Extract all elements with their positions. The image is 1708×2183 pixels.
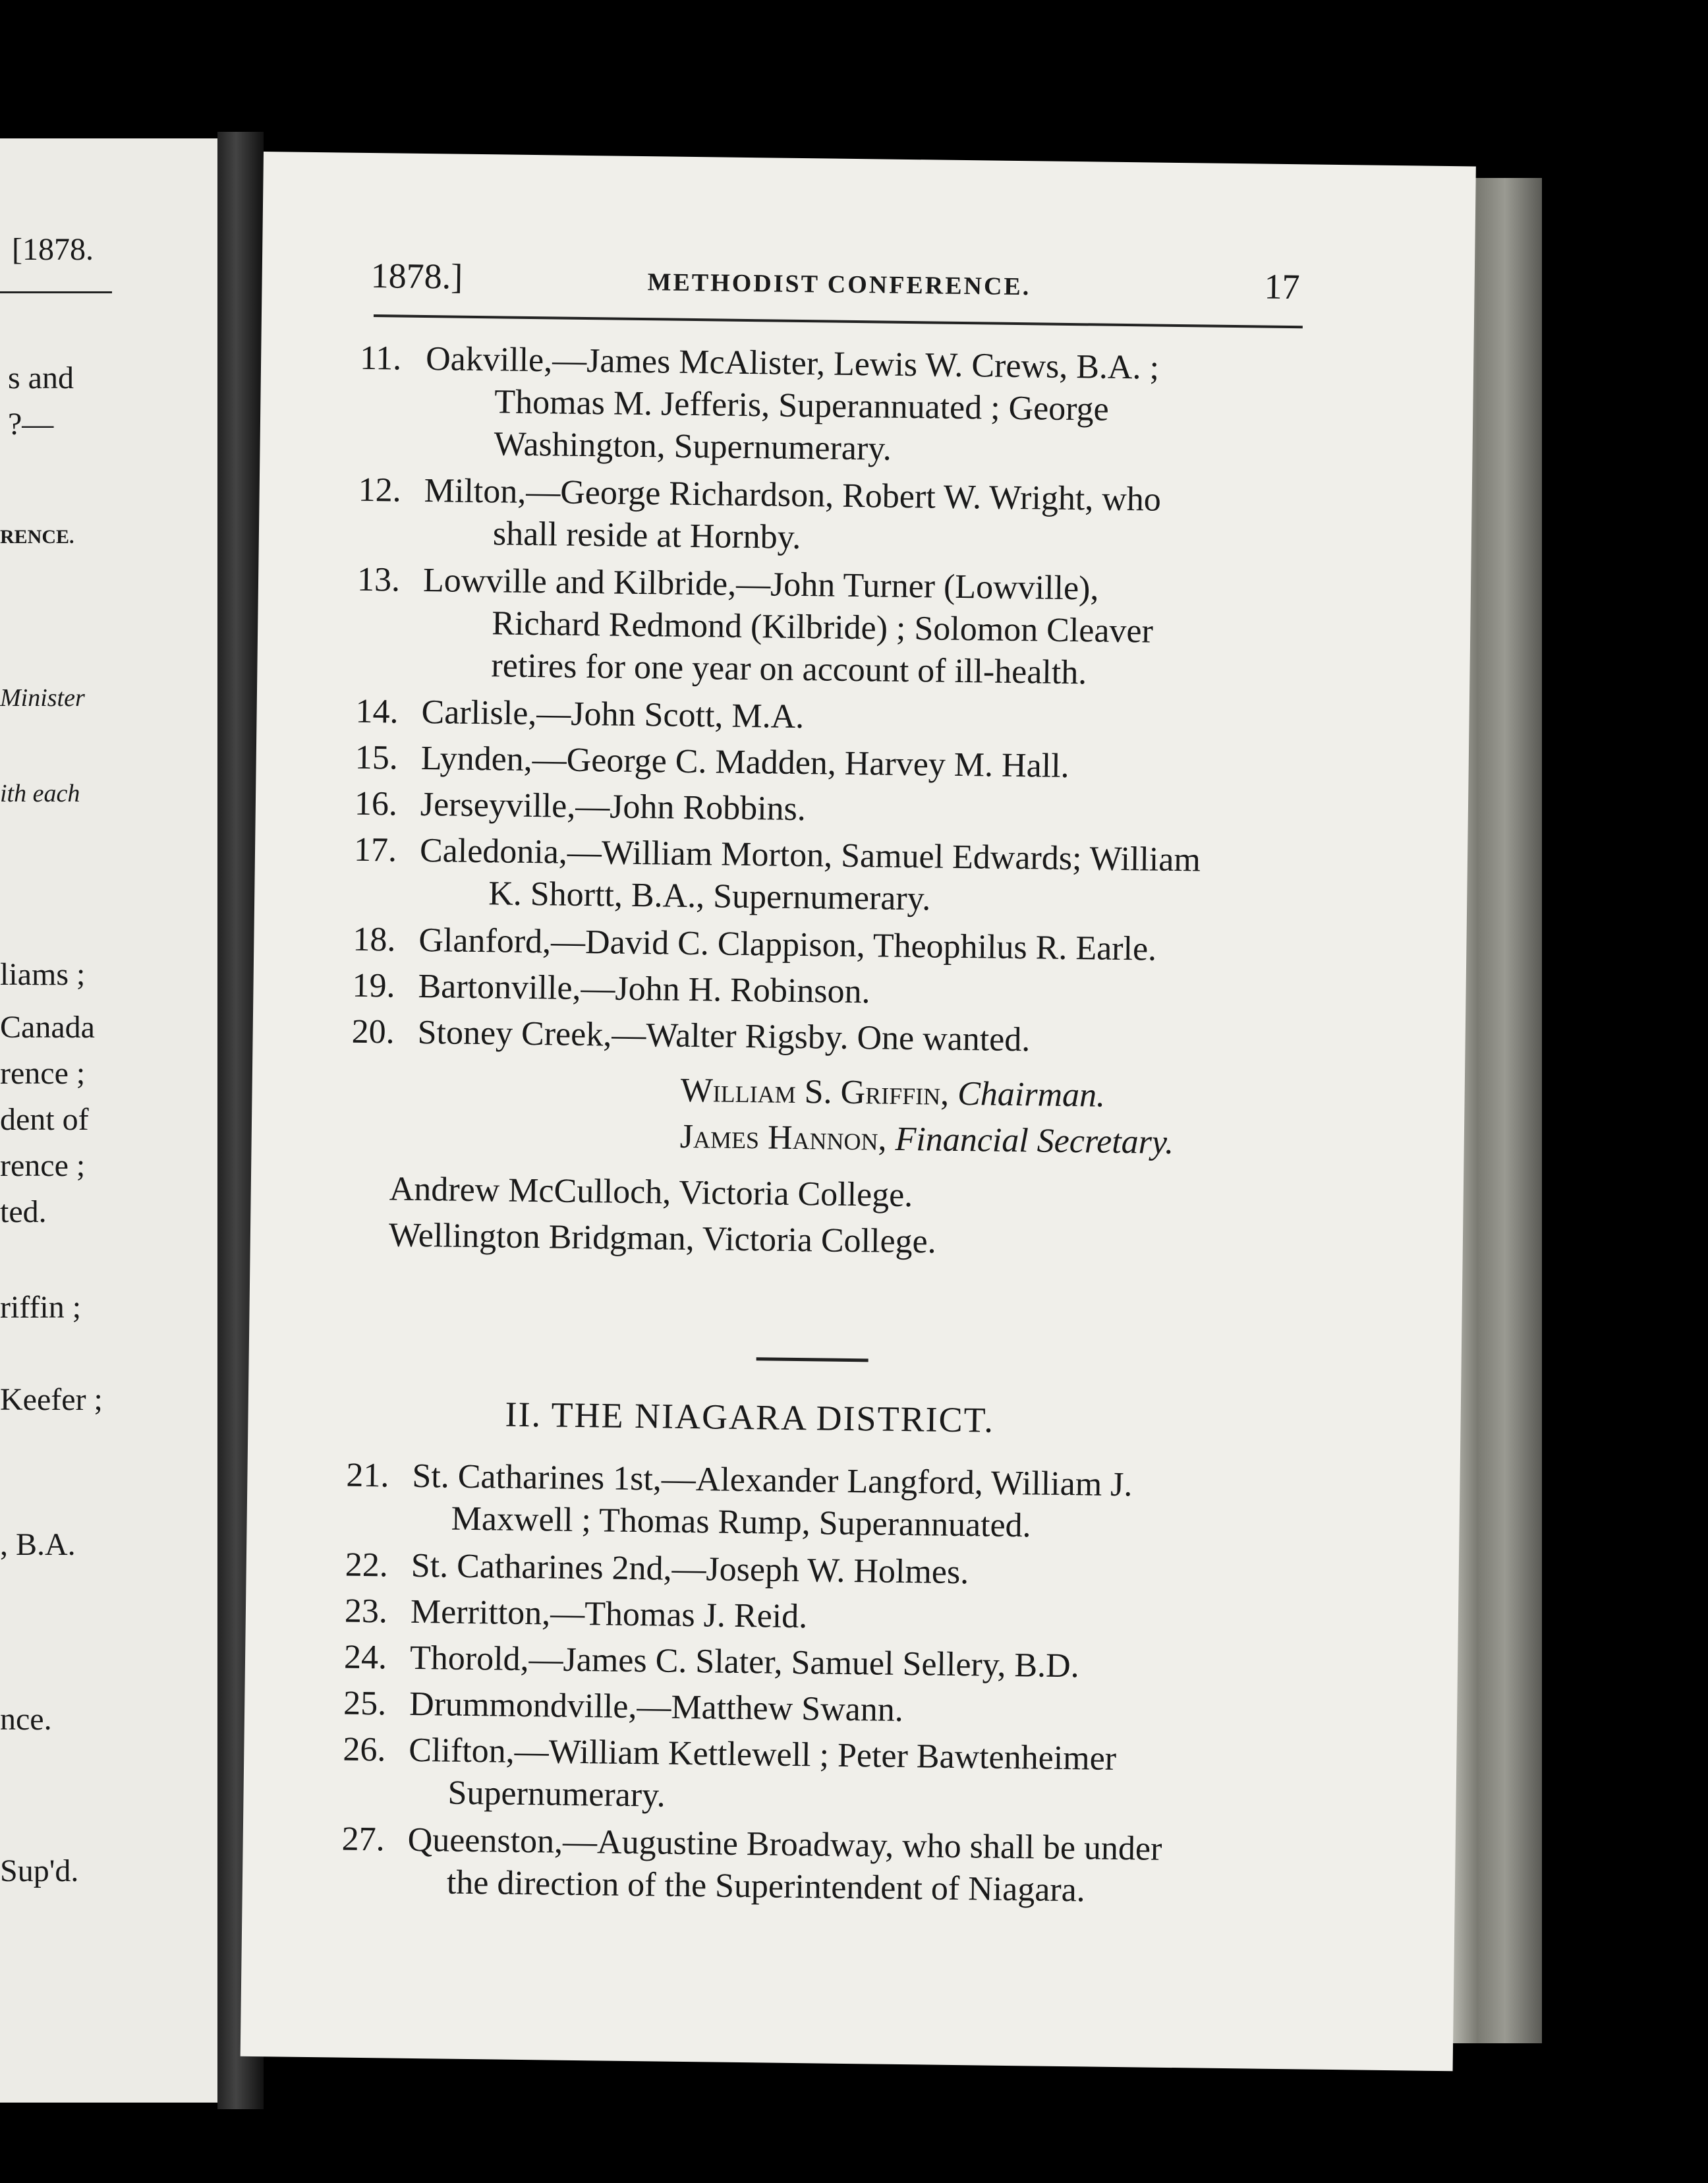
left-fragment: rence ; [0, 1056, 86, 1091]
entry-text: Lynden,—George C. Madden, Harvey M. Hall. [420, 739, 1069, 786]
left-page-rule [0, 291, 112, 293]
list-item [358, 469, 1161, 521]
left-fragment: rence ; [0, 1148, 86, 1183]
list-item [344, 1637, 1079, 1688]
entry-number: 19. [352, 966, 395, 1005]
entry-text: Stoney Creek,—Walter Rigsby. One wanted. [417, 1013, 1031, 1059]
entry-continuation: shall reside at Hornby. [492, 515, 801, 557]
entry-number: 24. [343, 1638, 387, 1677]
entry-number: 15. [355, 738, 399, 777]
entry-text: St. Catharines 1st,—Alexander Langford, William J. [412, 1457, 1133, 1504]
entry-number: 11. [359, 339, 402, 378]
entry-continuation: Richard Redmond (Kilbride) ; Solomon Cleaver [491, 604, 1154, 651]
entry-continuation: Thomas M. Jefferis, Superannuated ; George [494, 383, 1110, 428]
entry-text: Caledonia,—William Morton, Samuel Edwards; William [419, 831, 1201, 879]
entry-number: 16. [354, 784, 398, 823]
entry-continuation: K. Shortt, B.A., Supernumerary. [488, 875, 931, 918]
left-fragment: Minister [0, 684, 85, 712]
left-fragment: dent of [0, 1102, 89, 1137]
left-fragment: Sup'd. [0, 1853, 79, 1888]
entry-number: 21. [346, 1456, 389, 1495]
district-heading: II. THE NIAGARA DISTRICT. [505, 1394, 995, 1440]
secretary-signature [679, 1116, 1174, 1164]
entry-number: 25. [343, 1684, 387, 1723]
entry-text: Carlisle,—John Scott, M.A. [421, 693, 805, 736]
entry-continuation: Maxwell ; Thomas Rump, Superannuated. [451, 1499, 1031, 1545]
header-title: METHODIST CONFERENCE. [647, 268, 1031, 301]
entry-number: 12. [358, 471, 402, 509]
left-fragment: nce. [0, 1702, 52, 1737]
entry-text: Bartonville,—John H. Robinson. [418, 967, 870, 1011]
entry-text: Lowville and Kilbride,—John Turner (Lowville), [422, 562, 1099, 608]
entry-number: 26. [343, 1730, 386, 1769]
list-item [355, 737, 1069, 788]
entry-text: Glanford,—David C. Clappison, Theophilus R. Earle. [418, 921, 1157, 968]
entry-number: 18. [353, 920, 396, 959]
college-line: Wellington Bridgman, Victoria College. [388, 1216, 937, 1261]
left-fragment: liams ; [0, 957, 86, 992]
officer-role: Chairman. [957, 1074, 1106, 1115]
officer-name: James Hannon, [679, 1117, 887, 1158]
list-item [352, 965, 870, 1014]
entry-continuation: the direction of the Superintendent of Niagara. [446, 1863, 1086, 1909]
left-fragment: Canada [0, 1010, 95, 1045]
list-item [355, 783, 807, 830]
section-divider [756, 1357, 868, 1362]
running-header [370, 255, 1300, 319]
page-number: 17 [1264, 266, 1300, 307]
left-fragment: Keefer ; [0, 1382, 103, 1417]
left-fragment: RENCE. [0, 526, 74, 548]
entry-number: 22. [345, 1546, 389, 1585]
entry-text: Milton,—George Richardson, Robert W. Wright, who [424, 472, 1162, 519]
left-fragment: ?— [8, 407, 54, 442]
entry-number: 17. [353, 830, 397, 869]
chairman-signature [680, 1070, 1105, 1117]
list-item [355, 691, 804, 738]
entry-text: Queenston,—Augustine Broadway, who shall be under [407, 1820, 1162, 1868]
list-item [360, 337, 1160, 390]
left-fragment: [1878. [12, 232, 94, 267]
entry-number: 23. [344, 1592, 388, 1631]
left-fragment: ted. [0, 1194, 47, 1229]
entry-number: 20. [351, 1012, 395, 1051]
college-line: Andrew McCulloch, Victoria College. [389, 1170, 913, 1215]
entry-continuation: retires for one year on account of ill-health. [491, 647, 1087, 692]
right-page [241, 152, 1476, 2071]
left-fragment: riffin ; [0, 1290, 82, 1325]
entry-text: Clifton,—William Kettlewell ; Peter Bawtenheimer [409, 1731, 1117, 1778]
list-item [354, 829, 1201, 882]
list-item [343, 1683, 903, 1732]
left-fragment: ith each [0, 780, 80, 807]
header-year: 1878.] [370, 256, 463, 297]
entry-text: Oakville,—James McAlister, Lewis W. Crews, B.A. ; [425, 340, 1160, 387]
officer-name: William S. Griffin, [680, 1071, 950, 1113]
officer-role: Financial Secretary. [895, 1120, 1174, 1161]
entry-continuation: Supernumerary. [447, 1774, 666, 1815]
entry-number: 14. [355, 692, 399, 731]
entry-text: Merritton,—Thomas J. Reid. [410, 1592, 808, 1636]
list-item [351, 1011, 1030, 1062]
list-item [345, 1590, 808, 1639]
list-item [353, 919, 1156, 971]
entry-text: Drummondville,—Matthew Swann. [409, 1685, 904, 1730]
entry-text: Thorold,—James C. Slater, Samuel Sellery, B.D. [409, 1639, 1079, 1685]
left-fragment: s and [8, 361, 74, 395]
left-fragment: , B.A. [0, 1527, 76, 1562]
list-item [357, 559, 1099, 610]
entry-number: 27. [341, 1820, 385, 1859]
entry-text: Jerseyville,—John Robbins. [420, 785, 807, 829]
entry-text: St. Catharines 2nd,—Joseph W. Holmes. [411, 1546, 969, 1592]
entry-number: 13. [356, 560, 401, 599]
list-item [345, 1544, 969, 1594]
entry-continuation: Washington, Supernumerary. [494, 425, 892, 468]
